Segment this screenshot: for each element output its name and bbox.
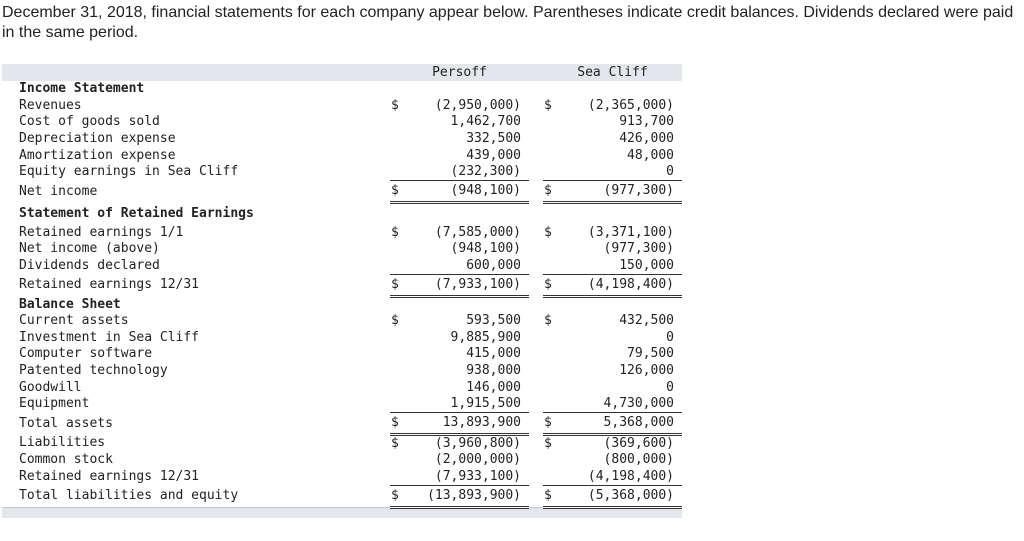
persoff-amount: (7,933,100) [416,469,529,486]
sea-cliff-column-header: Sea Cliff [543,64,682,81]
table-row [2,469,682,486]
persoff-amount: (13,893,900) [416,485,529,508]
row-label: Dividends declared [19,258,160,274]
row-label: Equity earnings in Sea Cliff [19,164,239,180]
row-label: Net income (above) [19,241,160,257]
row-label: Balance Sheet [19,296,121,312]
persoff-amount: 9,885,900 [450,329,521,345]
row-label: Total assets [19,415,113,431]
currency-symbol: $ [543,181,569,203]
total-row [2,485,682,508]
table-row [2,98,682,115]
table-row [2,131,682,148]
persoff-amount: 13,893,900 [416,413,529,435]
currency-symbol: $ [543,485,569,508]
table-row [2,313,682,330]
persoff-amount: (7,933,100) [416,274,529,296]
persoff-amount: (948,100) [450,241,521,257]
problem-intro: December 31, 2018, financial statements for each company appear below. Parentheses indicate credit balances. Dividends declared were paid in the same period. [2,4,1014,41]
sea-cliff-amount: 150,000 [569,258,682,275]
row-label: Retained earnings 12/31 [19,468,200,484]
sea-cliff-amount: (977,300) [569,181,682,203]
section-heading-row [2,81,682,98]
sea-cliff-amount: (977,300) [603,241,674,257]
row-label: Net income [19,183,98,199]
persoff-amount: 1,915,500 [416,396,529,413]
persoff-amount: 439,000 [466,147,521,163]
sea-cliff-amount: 126,000 [619,363,674,379]
row-label: Cost of goods sold [19,114,160,130]
persoff-amount: 1,462,700 [450,114,521,130]
row-label: Current assets [19,313,129,329]
row-label: Retained earnings 1/1 [19,224,184,240]
sea-cliff-amount: (369,600) [603,436,674,451]
row-label: Retained earnings 12/31 [19,277,200,293]
currency-symbol: $ [544,313,552,329]
currency-symbol: $ [544,436,552,451]
persoff-amount: 600,000 [416,258,529,275]
row-label: Statement of Retained Earnings [19,205,254,221]
row-label: Equipment [19,396,90,412]
currency-symbol: $ [390,485,416,508]
total-row [2,274,682,296]
section-heading-row [2,203,682,225]
table-row [2,452,682,469]
table-row [2,435,682,453]
currency-symbol: $ [390,181,416,203]
persoff-amount: 332,500 [466,131,521,147]
currency-symbol: $ [391,224,399,240]
row-label: Common stock [19,452,113,468]
persoff-amount: 938,000 [466,363,521,379]
total-row [2,413,682,435]
sea-cliff-amount: 4,730,000 [569,396,682,413]
sea-cliff-amount: (2,365,000) [587,97,674,113]
currency-symbol: $ [391,97,399,113]
persoff-amount: (3,960,800) [434,436,521,451]
table-row [2,258,682,275]
currency-symbol: $ [543,274,569,296]
row-label: Investment in Sea Cliff [19,329,200,345]
persoff-amount: (948,100) [416,181,529,203]
row-label: Liabilities [19,435,106,451]
sea-cliff-amount: 79,500 [627,346,674,362]
sea-cliff-amount: (4,198,400) [569,274,682,296]
total-row [2,181,682,203]
persoff-amount: (7,585,000) [434,224,521,240]
row-label: Depreciation expense [19,131,176,147]
row-label: Revenues [19,97,82,113]
table-row [2,225,682,242]
currency-symbol: $ [544,224,552,240]
sea-cliff-amount: 0 [666,379,674,395]
currency-symbol: $ [544,97,552,113]
financial-statements-table [2,64,682,518]
table-row [2,164,682,181]
table-row [2,346,682,363]
persoff-amount: (2,000,000) [434,452,521,468]
section-heading-row [2,296,682,313]
table-row [2,396,682,413]
sea-cliff-amount: (3,371,100) [587,224,674,240]
sea-cliff-amount: 5,368,000 [569,413,682,435]
table-row [2,241,682,258]
row-label: Goodwill [19,379,82,395]
persoff-amount: (2,950,000) [434,97,521,113]
table-row [2,330,682,347]
column-header-row [2,64,682,81]
currency-symbol: $ [390,413,416,435]
sea-cliff-amount: 0 [569,164,682,181]
currency-symbol: $ [391,436,399,451]
currency-symbol: $ [543,413,569,435]
table-row [2,147,682,164]
row-label: Patented technology [19,363,168,379]
sea-cliff-amount: 0 [666,329,674,345]
sea-cliff-amount: 913,700 [619,114,674,130]
table-footer-bar [2,508,682,519]
table-row [2,363,682,380]
persoff-amount: 415,000 [466,346,521,362]
row-label: Computer software [19,346,153,362]
persoff-column-header: Persoff [390,64,529,81]
persoff-amount: (232,300) [416,164,529,181]
currency-symbol: $ [390,274,416,296]
sea-cliff-amount: (800,000) [603,452,674,468]
currency-symbol: $ [391,313,399,329]
sea-cliff-amount: (5,368,000) [569,485,682,508]
sea-cliff-amount: 48,000 [627,147,674,163]
table-row [2,114,682,131]
sea-cliff-amount: 426,000 [619,131,674,147]
persoff-amount: 593,500 [466,313,521,329]
row-label: Income Statement [19,81,145,97]
sea-cliff-amount: 432,500 [619,313,674,329]
row-label: Amortization expense [19,147,176,163]
persoff-amount: 146,000 [466,379,521,395]
row-label: Total liabilities and equity [19,488,239,504]
table-row [2,379,682,396]
sea-cliff-amount: (4,198,400) [569,469,682,486]
